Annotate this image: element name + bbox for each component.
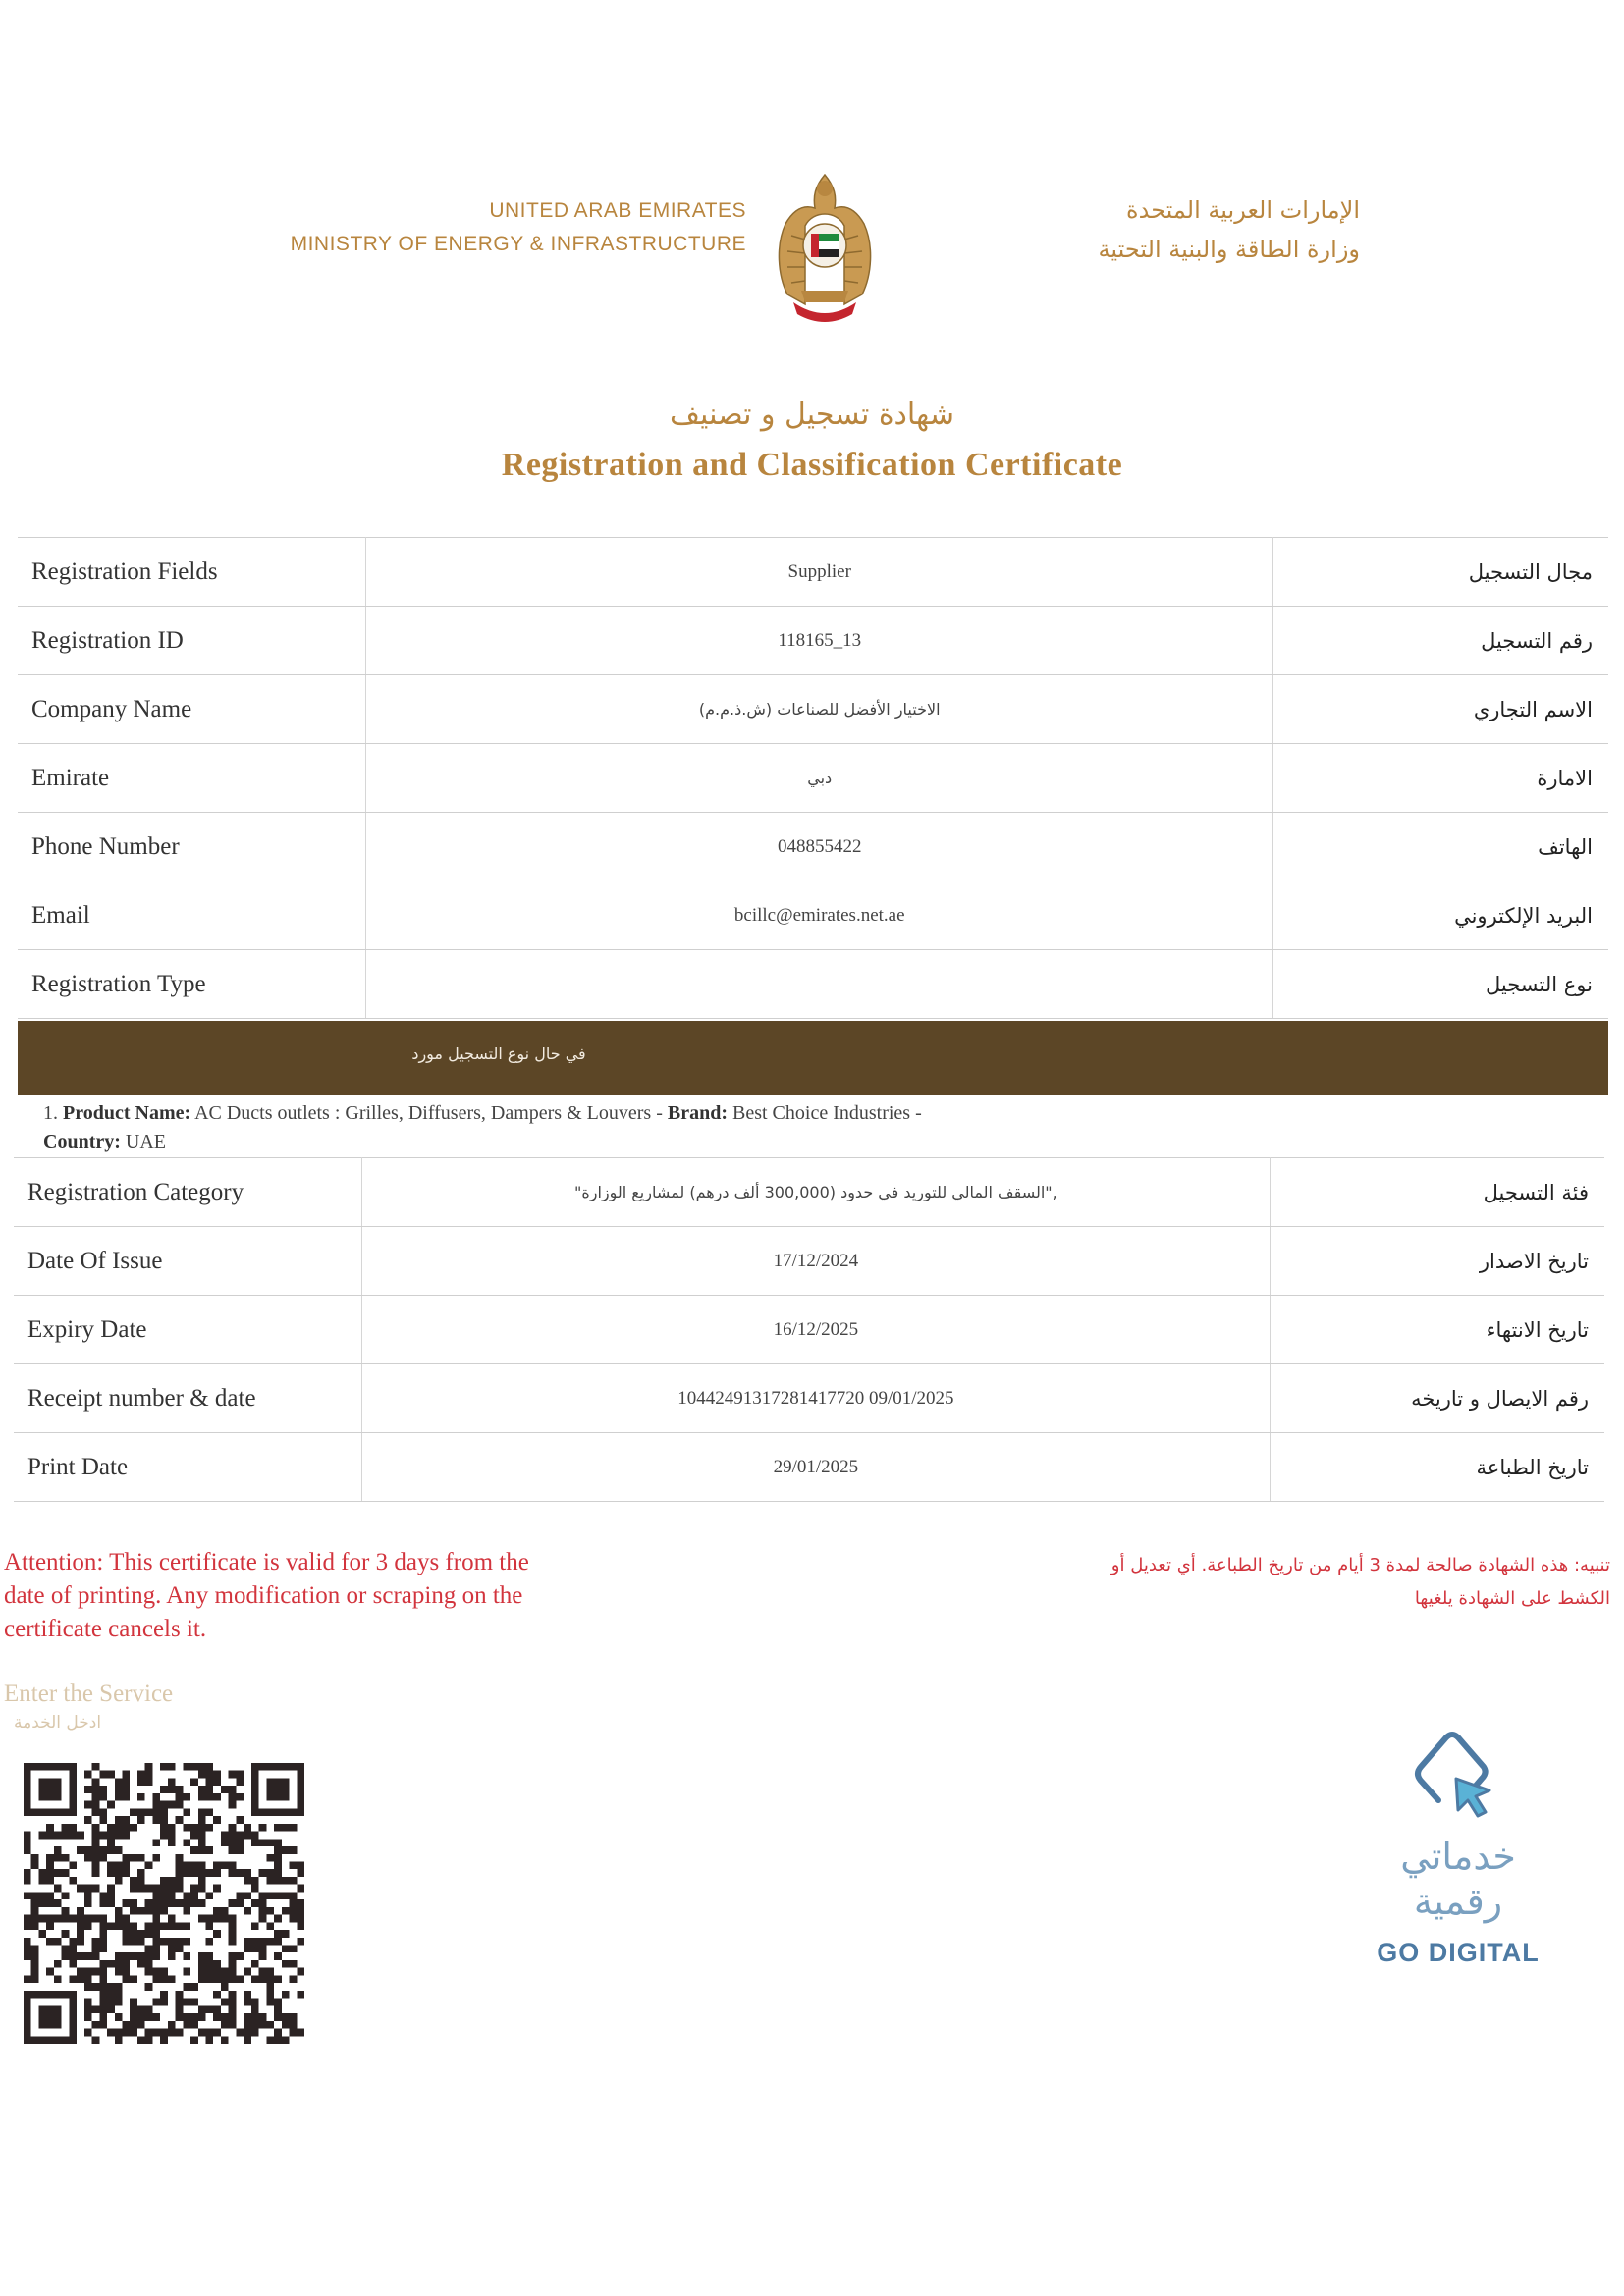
registration-info-table <box>18 537 1608 1019</box>
attention-notice-ar <box>943 1549 1610 1616</box>
row-value: دبي <box>807 768 833 787</box>
row-label-ar: تاريخ الاصدار <box>1270 1227 1604 1296</box>
go-digital-arabic <box>1345 1834 1571 1924</box>
row-label-ar: الامارة <box>1273 744 1608 813</box>
enter-service-link[interactable]: Enter the Service <box>4 1681 174 1707</box>
row-label: Registration Fields <box>18 538 366 607</box>
row-label: Print Date <box>14 1433 362 1502</box>
go-digital-ar-line-2: رقمية <box>1413 1880 1503 1923</box>
supplier-section-band <box>18 1021 1608 1095</box>
row-value: 17/12/2024 <box>362 1227 1271 1296</box>
attention-en-line-1: Attention: This certificate is valid for 3 days from the <box>4 1549 529 1575</box>
registration-dates-table <box>14 1157 1604 1502</box>
row-label: Emirate <box>18 744 366 813</box>
row-label-ar: تاريخ الطباعة <box>1270 1433 1604 1502</box>
table-row <box>14 1433 1604 1502</box>
supplier-band-label: في حال نوع التسجيل مورد <box>411 1044 586 1063</box>
row-value <box>366 950 1273 1019</box>
row-label-ar: تاريخ الانتهاء <box>1270 1296 1604 1364</box>
row-label: Company Name <box>18 675 366 744</box>
row-value: (الاختيار الأفضل للصناعات (ش.ذ.م.م <box>698 699 941 719</box>
product-entry <box>43 1099 986 1156</box>
ministry-name-en: MINISTRY OF ENERGY & INFRASTRUCTURE <box>290 233 746 255</box>
row-label: Date Of Issue <box>14 1227 362 1296</box>
header-english <box>236 194 746 261</box>
attention-notice-en <box>4 1546 652 1646</box>
attention-en-line-3: certificate cancels it. <box>4 1616 207 1642</box>
product-number: 1. <box>43 1102 58 1124</box>
table-row <box>18 675 1608 744</box>
uae-emblem-icon <box>766 167 884 329</box>
qr-code-icon[interactable] <box>24 1763 304 2044</box>
row-value: Supplier <box>366 538 1273 607</box>
row-value: 29/01/2025 <box>362 1433 1271 1502</box>
table-row <box>18 813 1608 881</box>
product-name-label: Product Name: <box>63 1102 191 1124</box>
row-label-ar: الهاتف <box>1273 813 1608 881</box>
table-row <box>18 538 1608 607</box>
row-label-ar: مجال التسجيل <box>1273 538 1608 607</box>
row-value: "السقف المالي للتوريد في حدود (300,000 ألف درهم) لمشاريع الوزارة", <box>573 1182 1057 1201</box>
certificate-title-en: Registration and Classification Certificate <box>501 447 1123 483</box>
row-label: Expiry Date <box>14 1296 362 1364</box>
enter-service-label-ar[interactable]: ادخل الخدمة <box>14 1713 102 1733</box>
row-label: Phone Number <box>18 813 366 881</box>
attention-ar-line-2: الكشط على الشهادة يلغيها <box>1414 1588 1610 1609</box>
brand-value: Best Choice Industries <box>731 1102 911 1124</box>
row-value: bcillc@emirates.net.ae <box>366 881 1273 950</box>
country-label: Country: <box>43 1131 121 1152</box>
row-value: 048855422 <box>366 813 1273 881</box>
ministry-name-ar: وزارة الطاقة والبنية التحتية <box>1098 236 1360 263</box>
table-row <box>14 1364 1604 1433</box>
country-name-ar: الإمارات العربية المتحدة <box>1126 196 1360 224</box>
go-digital-cursor-icon <box>1399 1720 1517 1828</box>
table-row <box>14 1158 1604 1227</box>
row-value: 10442491317281417720 09/01/2025 <box>362 1364 1271 1433</box>
table-row <box>18 744 1608 813</box>
row-label-ar: الاسم التجاري <box>1273 675 1608 744</box>
go-digital-ar-line-1: خدماتي <box>1400 1835 1516 1878</box>
row-value: 118165_13 <box>366 607 1273 675</box>
attention-ar-line-1: تنبيه: هذه الشهادة صالحة لمدة 3 أيام من تاريخ الطباعة. أي تعديل أو <box>1110 1555 1610 1575</box>
row-label: Receipt number & date <box>14 1364 362 1433</box>
row-label-ar: البريد الإلكتروني <box>1273 881 1608 950</box>
certificate-title-ar: شهادة تسجيل و تصنيف <box>669 398 955 432</box>
table-row <box>18 950 1608 1019</box>
product-line-1: 1. Product Name: AC Ducts outlets : Grilles, Diffusers, Dampers & Louvers - Brand: Best Choice Industries - Country: UAE <box>43 1102 922 1152</box>
product-name-value: AC Ducts outlets : Grilles, Diffusers, Dampers & Louvers <box>194 1102 652 1124</box>
table-row <box>18 607 1608 675</box>
attention-en-line-2: date of printing. Any modification or scraping on the <box>4 1582 523 1609</box>
row-label-ar: نوع التسجيل <box>1273 950 1608 1019</box>
row-label-ar: فئة التسجيل <box>1270 1158 1604 1227</box>
table-row <box>18 881 1608 950</box>
go-digital-label: GO DIGITAL <box>1377 1938 1540 1967</box>
row-label: Email <box>18 881 366 950</box>
header-arabic <box>889 190 1360 269</box>
row-label: Registration Type <box>18 950 366 1019</box>
row-label: Registration Category <box>14 1158 362 1227</box>
row-label-ar: رقم التسجيل <box>1273 607 1608 675</box>
brand-label: Brand: <box>667 1102 728 1124</box>
country-name-en: UNITED ARAB EMIRATES <box>489 199 746 222</box>
table-row <box>14 1227 1604 1296</box>
table-row <box>14 1296 1604 1364</box>
row-label: Registration ID <box>18 607 366 675</box>
row-value: 16/12/2025 <box>362 1296 1271 1364</box>
row-label-ar: رقم الايصال و تاريخه <box>1270 1364 1604 1433</box>
country-value: UAE <box>125 1131 166 1152</box>
